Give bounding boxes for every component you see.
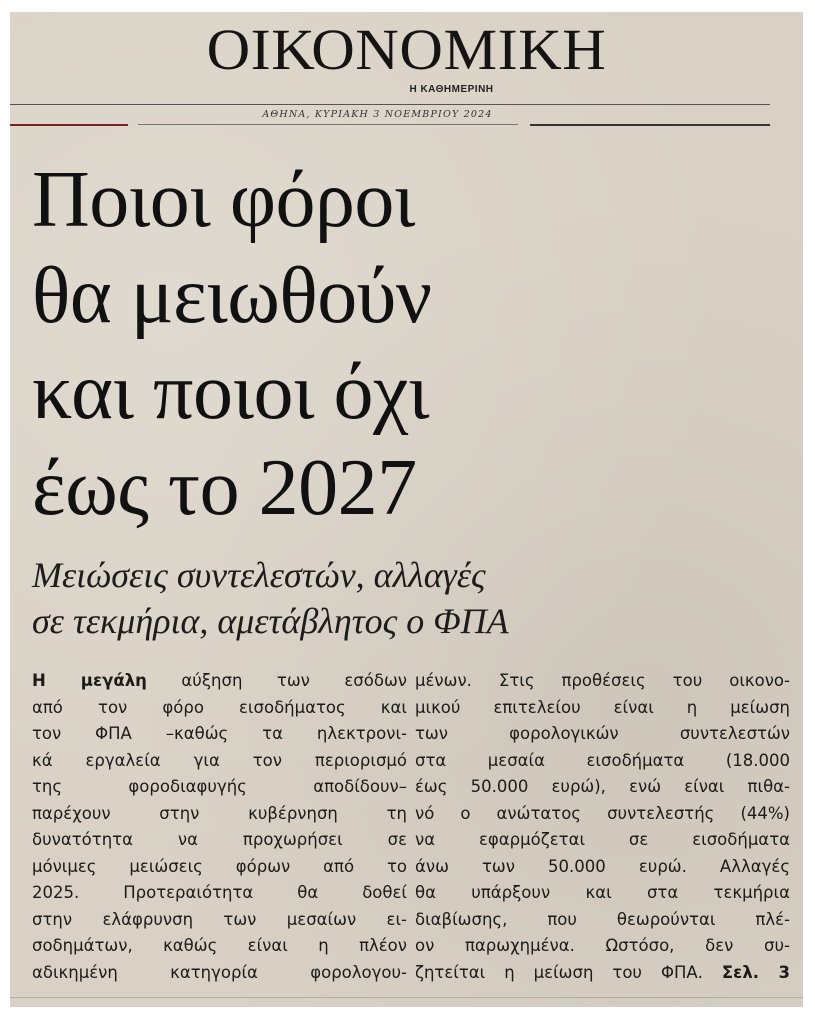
body-text: αύξηση των εσόδων <box>181 671 407 690</box>
headline-line: και ποιοι όχι <box>32 348 430 436</box>
body-line <box>32 668 407 695</box>
body-line: τον ΦΠΑ –καθώς τα ηλεκτρονι- <box>32 724 407 743</box>
page-edge <box>10 997 803 998</box>
body-line: παρέχουν στην κυβέρνηση τη <box>32 803 407 823</box>
article-column-left <box>32 668 407 986</box>
masthead-rule <box>10 104 770 105</box>
headline <box>32 152 772 536</box>
body-line: μένων. Στις προθέσεις του οικονο- <box>415 671 790 690</box>
body-line: αδικημένη κατηγορία φορολογου- <box>32 962 407 982</box>
dateline: ΑΘΗΝΑ, ΚΥΡΙΑΚΗ 3 ΝΟΕΜΒΡΙΟΥ 2024 <box>262 109 493 120</box>
accent-rule-left <box>10 124 128 126</box>
body-line: μικού επιτελείου είναι η μείωση <box>415 697 790 717</box>
body-text: ζητείται η μείωση του ΦΠΑ. <box>415 962 703 982</box>
body-line: να εφαρμόζεται σε εισοδήματα <box>415 830 790 849</box>
body-line: στην ελάφρυνση των μεσαίων ει- <box>32 909 407 929</box>
masthead-subtitle: Η ΚΑΘΗΜΕΡΙΝΗ <box>409 84 494 95</box>
body-line: νό ο ανώτατος συντελεστής (44%) <box>415 803 790 823</box>
subheadline-line: Μειώσεις συντελεστών, αλλαγές <box>32 555 486 595</box>
body-line: μόνιμες μειώσεις φόρων από το <box>32 856 407 876</box>
subheadline <box>32 552 772 644</box>
body-line: άνω των 50.000 ευρώ. Αλλαγές <box>415 856 790 876</box>
newspaper-page <box>10 12 803 1007</box>
body-line: θα υπάρξουν και στα τεκμήρια <box>415 883 790 902</box>
body-line: διαβίωσης, που θεωρούνται πλέ- <box>415 909 790 929</box>
body-line: έως 50.000 ευρώ), ενώ είναι πιθα- <box>415 777 790 796</box>
body-line: κά εργαλεία για τον περιορισμό <box>32 750 407 770</box>
lead-in: Η μεγάλη <box>32 671 147 690</box>
body-line: σοδημάτων, καθώς είναι η πλέον <box>32 936 407 955</box>
body-line: των φορολογικών συντελεστών <box>415 724 790 743</box>
headline-line: έως το 2027 <box>32 444 417 532</box>
page-reference[interactable]: Σελ. 3 <box>721 962 791 982</box>
body-line: 2025. Προτεραιότητα θα δοθεί <box>32 883 407 902</box>
masthead-title: ΟΙΚΟΝΟΜΙΚΗ <box>206 17 607 82</box>
body-line: δυνατότητα να προχωρήσει σε <box>32 830 407 849</box>
article-column-right <box>415 668 790 986</box>
headline-line: θα μειωθούν <box>32 252 432 340</box>
body-line: στα μεσαία εισοδήματα (18.000 <box>415 750 790 770</box>
divider-rule <box>138 124 518 125</box>
body-line: ον παρωχημένα. Ωστόσο, δεν συ- <box>415 936 790 955</box>
body-line: της φοροδιαφυγής αποδίδουν– <box>32 777 407 796</box>
body-line <box>415 960 790 987</box>
body-line: από τον φόρο εισοδήματος και <box>32 697 407 717</box>
accent-rule-right <box>530 124 770 126</box>
subheadline-line: σε τεκμήρια, αμετάβλητος ο ΦΠΑ <box>32 601 509 641</box>
headline-line: Ποιοι φόροι <box>32 156 415 244</box>
